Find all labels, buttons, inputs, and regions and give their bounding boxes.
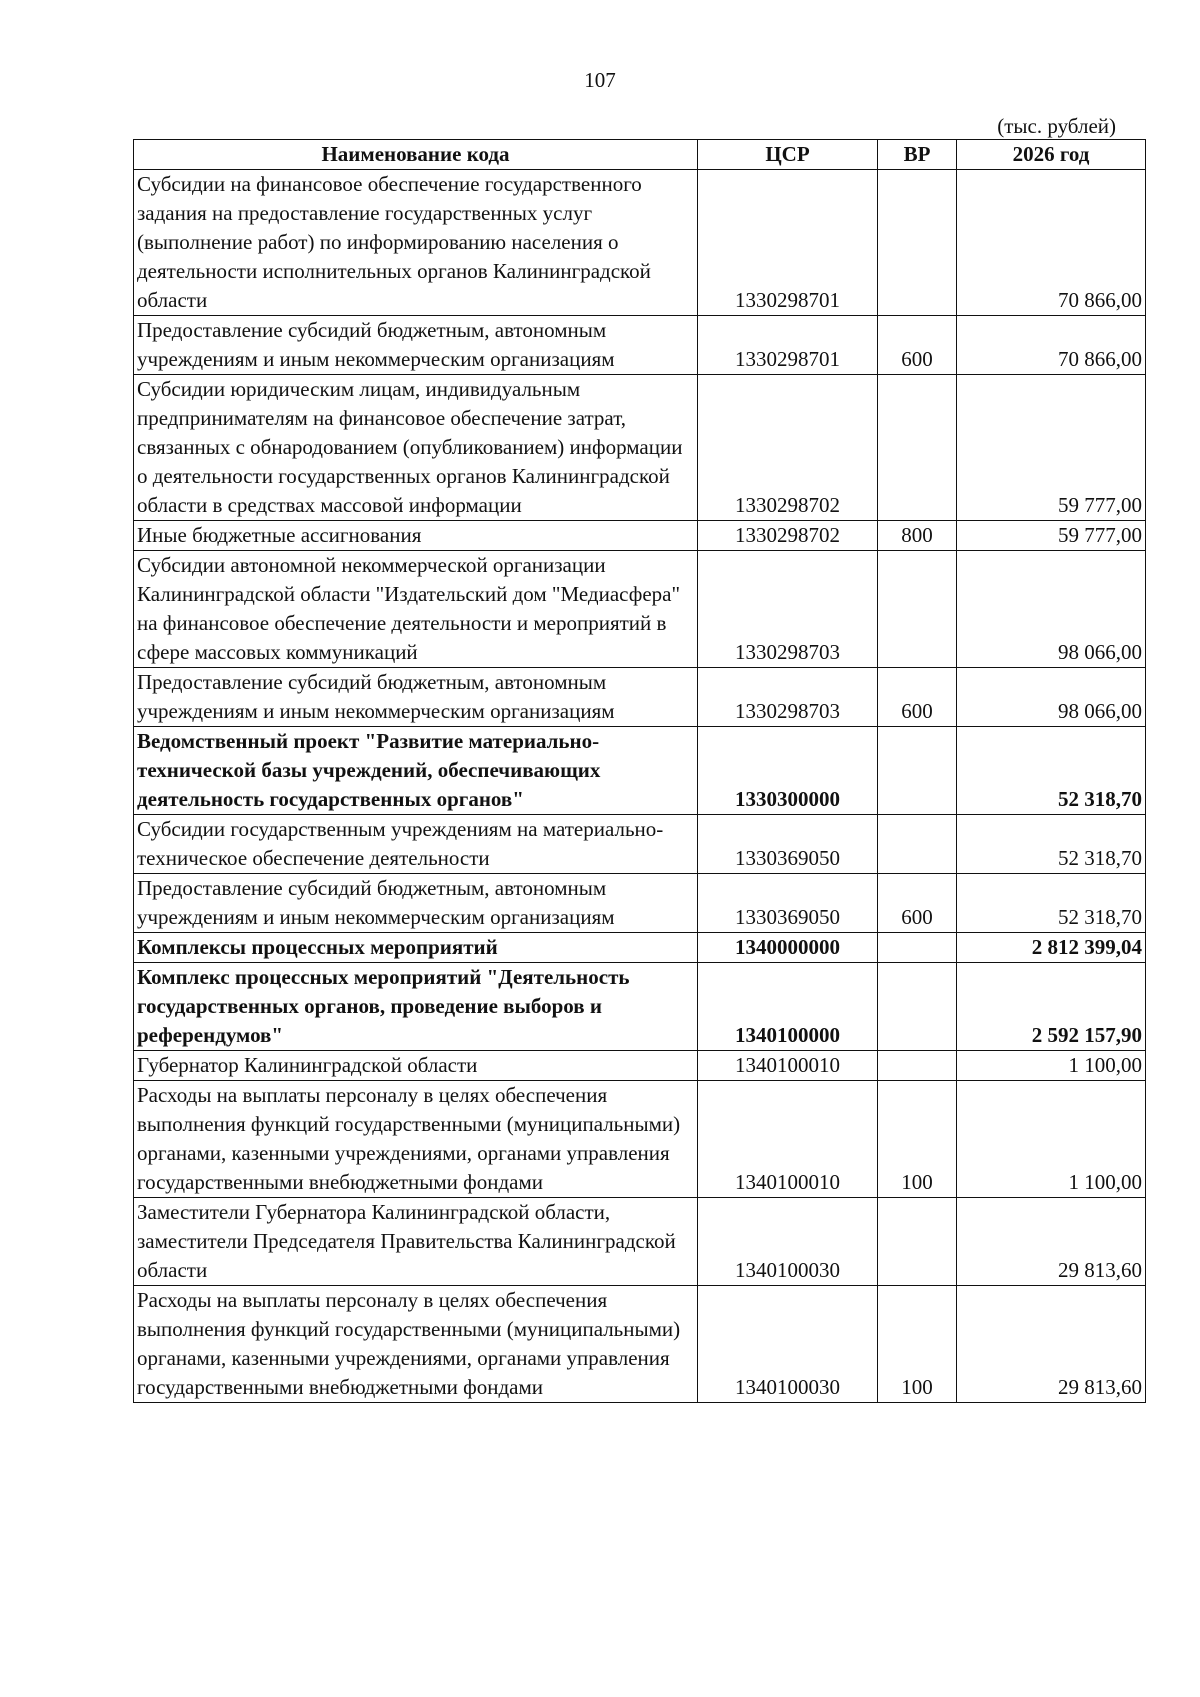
table-row <box>134 668 1146 727</box>
row-sum: 52 318,70 <box>957 815 1146 874</box>
row-vr <box>878 933 957 963</box>
row-name: Комплексы процессных мероприятий <box>134 933 698 963</box>
row-sum: 2 812 399,04 <box>957 933 1146 963</box>
row-name: Ведомственный проект "Развитие материально-технической базы учреждений, обеспечивающих деятельность государственных органов" <box>134 727 698 815</box>
row-csr: 1340100010 <box>698 1081 878 1198</box>
table-header-row <box>134 140 1146 170</box>
row-vr: 100 <box>878 1286 957 1403</box>
row-vr <box>878 727 957 815</box>
row-csr: 1340100000 <box>698 963 878 1051</box>
row-csr: 1340100030 <box>698 1286 878 1403</box>
row-name: Расходы на выплаты персоналу в целях обеспечения выполнения функций государственными (муниципальными) органами, казенными учреждениями, органами управления государственными внебюджетными фондами <box>134 1286 698 1403</box>
row-csr: 1340100030 <box>698 1198 878 1286</box>
header-year: 2026 год <box>957 140 1146 170</box>
row-name: Предоставление субсидий бюджетным, автономным учреждениям и иным некоммерческим организациям <box>134 874 698 933</box>
table-row <box>134 521 1146 551</box>
row-sum: 52 318,70 <box>957 874 1146 933</box>
row-vr: 600 <box>878 668 957 727</box>
row-vr <box>878 815 957 874</box>
row-sum: 29 813,60 <box>957 1286 1146 1403</box>
table-row <box>134 963 1146 1051</box>
table-row <box>134 1081 1146 1198</box>
row-sum: 98 066,00 <box>957 551 1146 668</box>
header-name: Наименование кода <box>134 140 698 170</box>
row-csr: 1330298702 <box>698 375 878 521</box>
row-sum: 2 592 157,90 <box>957 963 1146 1051</box>
row-csr: 1340100010 <box>698 1051 878 1081</box>
row-sum: 59 777,00 <box>957 375 1146 521</box>
table-row <box>134 815 1146 874</box>
page-number: 107 <box>584 68 616 92</box>
table-row <box>134 933 1146 963</box>
row-csr: 1330369050 <box>698 815 878 874</box>
row-csr: 1330300000 <box>698 727 878 815</box>
row-csr: 1330298703 <box>698 668 878 727</box>
row-name: Заместители Губернатора Калининградской области, заместители Председателя Правительства Калининградской области <box>134 1198 698 1286</box>
row-name: Губернатор Калининградской области <box>134 1051 698 1081</box>
row-name: Предоставление субсидий бюджетным, автономным учреждениям и иным некоммерческим организациям <box>134 316 698 375</box>
row-sum: 1 100,00 <box>957 1081 1146 1198</box>
row-vr <box>878 551 957 668</box>
row-name: Предоставление субсидий бюджетным, автономным учреждениям и иным некоммерческим организациям <box>134 668 698 727</box>
row-vr: 600 <box>878 874 957 933</box>
row-csr: 1330369050 <box>698 874 878 933</box>
row-vr <box>878 375 957 521</box>
row-sum: 29 813,60 <box>957 1198 1146 1286</box>
row-vr <box>878 963 957 1051</box>
row-sum: 70 866,00 <box>957 316 1146 375</box>
row-sum: 52 318,70 <box>957 727 1146 815</box>
header-vr: ВР <box>878 140 957 170</box>
row-vr <box>878 170 957 316</box>
row-sum: 70 866,00 <box>957 170 1146 316</box>
row-name: Расходы на выплаты персоналу в целях обеспечения выполнения функций государственными (муниципальными) органами, казенными учреждениями, органами управления государственными внебюджетными фондами <box>134 1081 698 1198</box>
table-row <box>134 1198 1146 1286</box>
row-vr: 800 <box>878 521 957 551</box>
row-name: Субсидии автономной некоммерческой организации Калининградской области "Издательский дом "Медиасфера" на финансовое обеспечение деятельности и мероприятий в сфере массовых коммуникаций <box>134 551 698 668</box>
budget-table <box>133 139 1146 1403</box>
row-vr: 600 <box>878 316 957 375</box>
row-sum: 98 066,00 <box>957 668 1146 727</box>
row-name: Субсидии государственным учреждениям на материально-техническое обеспечение деятельности <box>134 815 698 874</box>
row-csr: 1330298701 <box>698 170 878 316</box>
table-row <box>134 170 1146 316</box>
row-csr: 1340000000 <box>698 933 878 963</box>
row-csr: 1330298703 <box>698 551 878 668</box>
table-row <box>134 551 1146 668</box>
table-row <box>134 727 1146 815</box>
row-sum: 59 777,00 <box>957 521 1146 551</box>
row-name: Комплекс процессных мероприятий "Деятельность государственных органов, проведение выборов и референдумов" <box>134 963 698 1051</box>
row-vr <box>878 1198 957 1286</box>
table-row <box>134 874 1146 933</box>
table-row <box>134 316 1146 375</box>
header-csr: ЦСР <box>698 140 878 170</box>
row-csr: 1330298701 <box>698 316 878 375</box>
row-vr: 100 <box>878 1081 957 1198</box>
row-vr <box>878 1051 957 1081</box>
units-label: (тыс. рублей) <box>997 114 1116 138</box>
row-name: Субсидии на финансовое обеспечение государственного задания на предоставление государственных услуг (выполнение работ) по информированию населения о деятельности исполнительных органов Калининградской области <box>134 170 698 316</box>
table-row <box>134 375 1146 521</box>
row-sum: 1 100,00 <box>957 1051 1146 1081</box>
row-name: Субсидии юридическим лицам, индивидуальным предпринимателям на финансовое обеспечение затрат, связанных с обнародованием (опубликованием) информации о деятельности государственных органов Калининградской области в средствах массовой информации <box>134 375 698 521</box>
row-csr: 1330298702 <box>698 521 878 551</box>
table-row <box>134 1051 1146 1081</box>
table-row <box>134 1286 1146 1403</box>
row-name: Иные бюджетные ассигнования <box>134 521 698 551</box>
